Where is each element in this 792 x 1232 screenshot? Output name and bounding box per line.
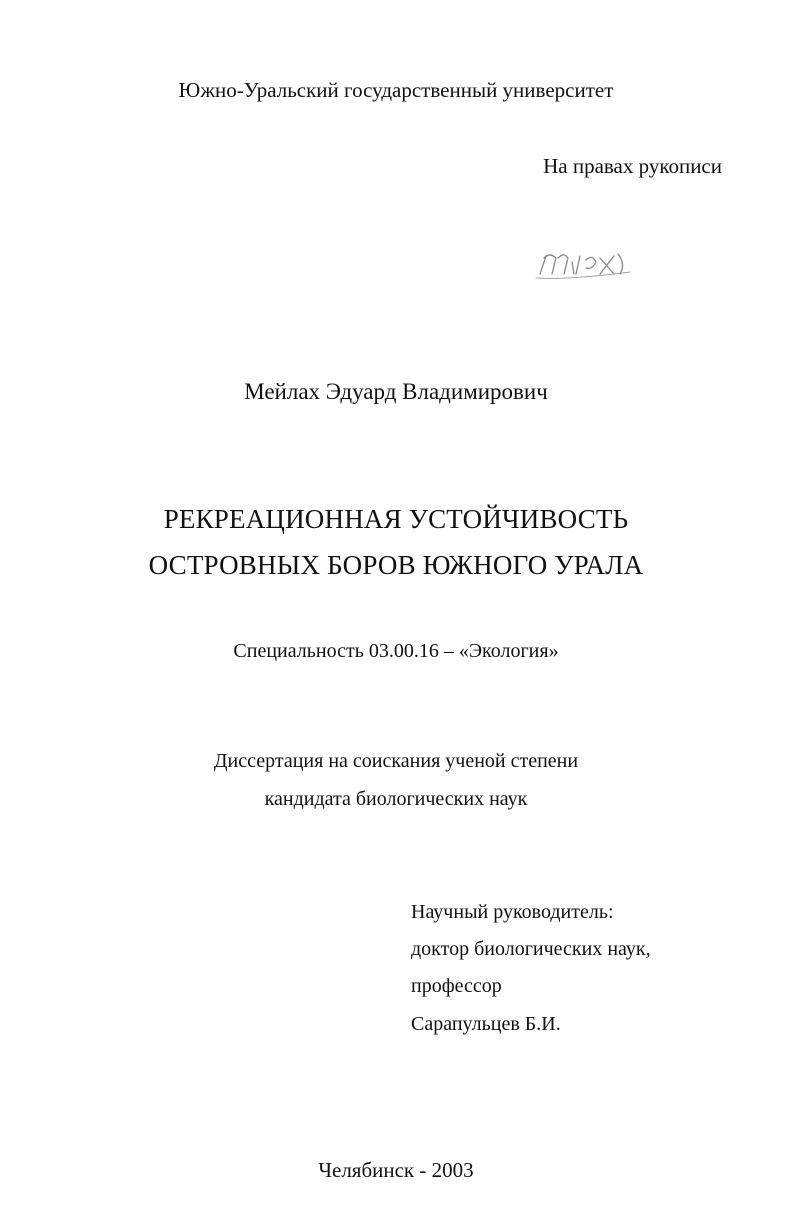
supervisor-degree: доктор биологических наук,: [411, 938, 651, 960]
university-name: Южно-Уральский государственный университет: [178, 78, 614, 102]
supervisor-name: Сарапульцев Б.И.: [411, 1013, 561, 1035]
supervisor-rank: профессор: [411, 975, 502, 997]
dissertation-statement-line-2: кандидата биологических наук: [264, 788, 528, 810]
handwritten-inventory-mark: [530, 244, 650, 284]
thesis-title-line-2: ОСТРОВНЫХ БОРОВ ЮЖНОГО УРАЛА: [148, 550, 644, 580]
supervisor-label: Научный руководитель:: [411, 901, 614, 923]
specialty: Специальность 03.00.16 – «Экология»: [233, 640, 559, 662]
city-year: Челябинск - 2003: [318, 1158, 474, 1182]
author-name: Мейлах Эдуард Владимирович: [244, 379, 548, 404]
manuscript-rights-note: На правах рукописи: [543, 154, 722, 178]
thesis-title-line-1: РЕКРЕАЦИОННАЯ УСТОЙЧИВОСТЬ: [163, 504, 629, 534]
dissertation-statement-line-1: Диссертация на соискания ученой степени: [213, 750, 579, 772]
